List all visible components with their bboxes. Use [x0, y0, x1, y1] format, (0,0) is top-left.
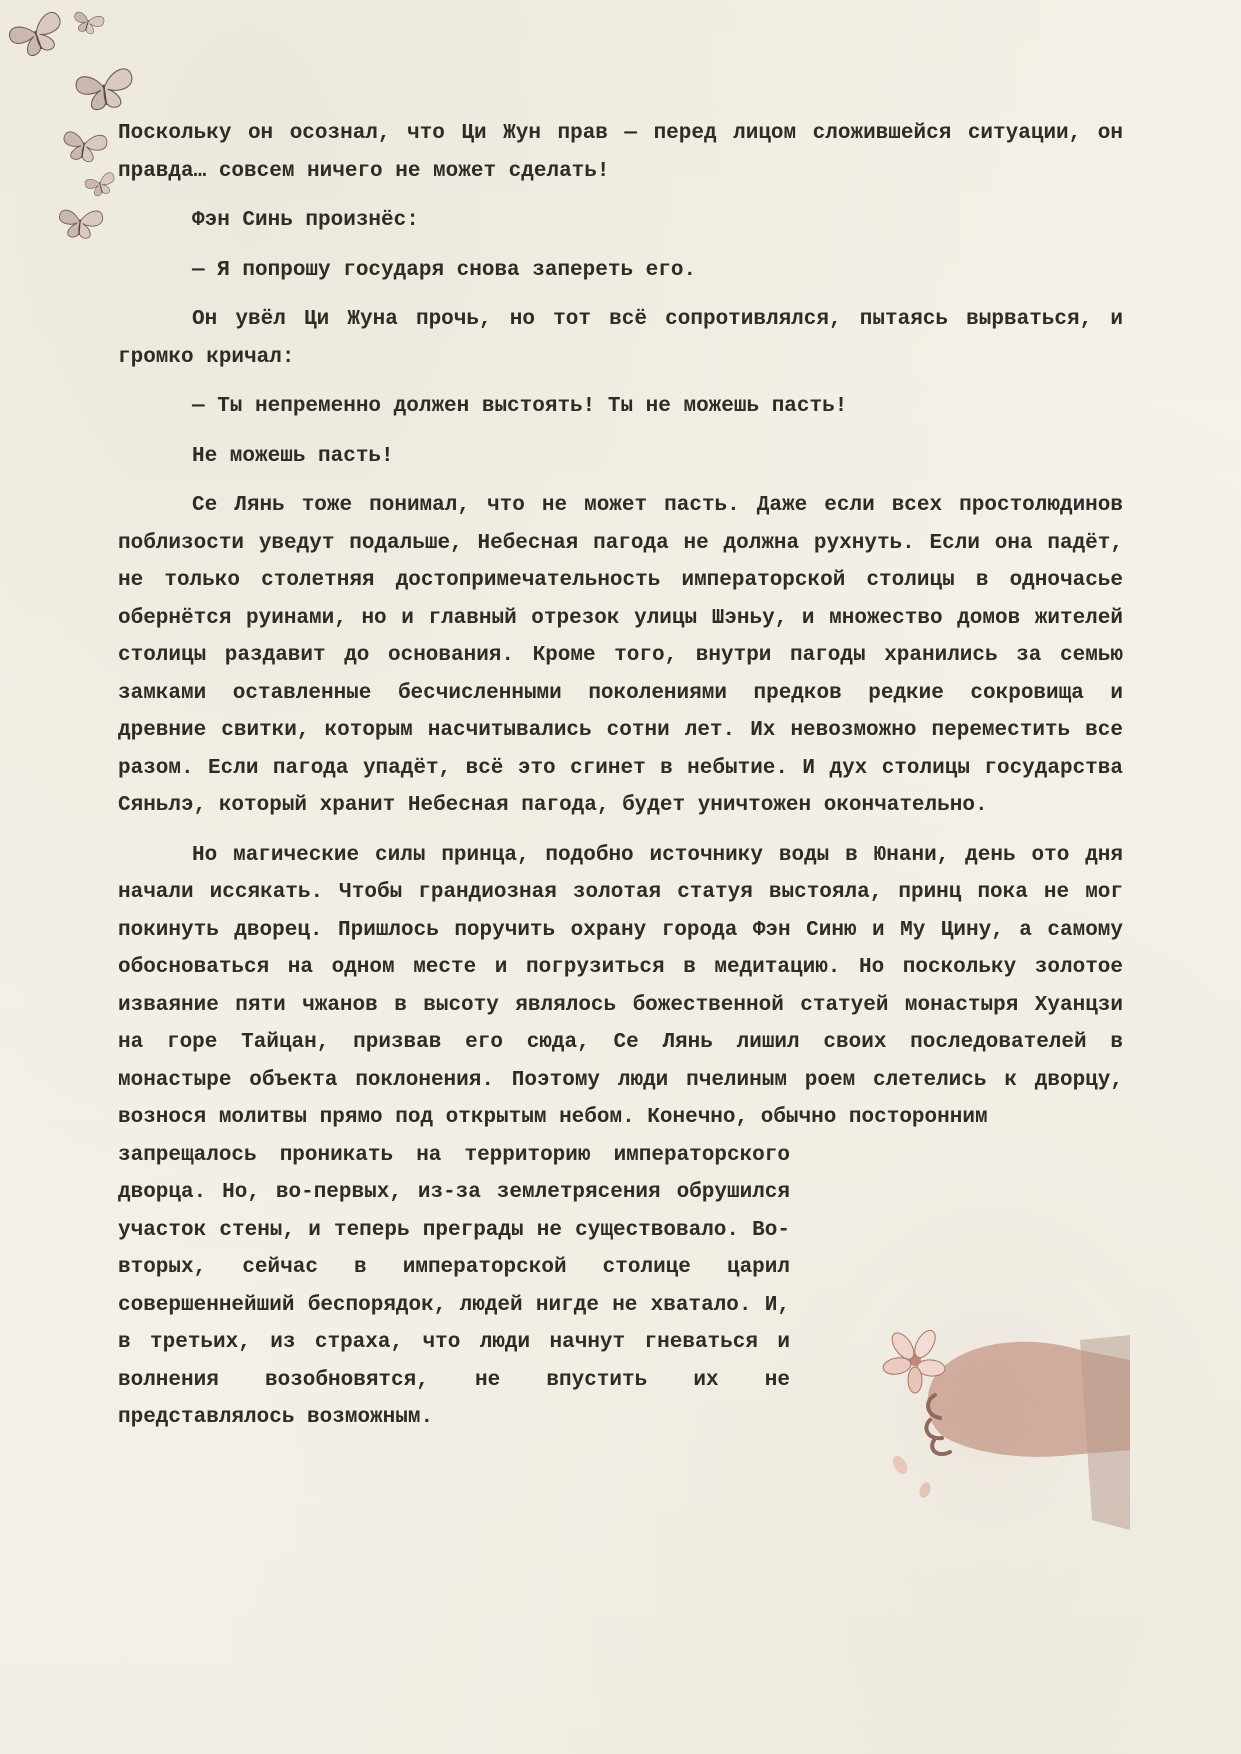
- butterfly-icon: [71, 10, 105, 37]
- butterfly-icon: [61, 129, 108, 164]
- paragraph: — Ты непременно должен выстоять! Ты не можешь пасть!: [192, 395, 848, 418]
- paragraph: Фэн Синь произнёс:: [192, 209, 419, 232]
- paragraph: Но магические силы принца, подобно источнику воды в Юнани, день ото дня начали иссякать. Чтобы грандиозная золотая статуя выстояла, принц пока не мог покинуть дворец. Пришлось поручить охрану города Фэн Синю и Му Цину, а самому обосноваться на одном месте и погрузиться в медитацию. Но поскольку золотое изваяние пяти чжанов в высоту являлось божественной статуей монастыря Хуанцзи на горе Тайцан, призвав его сюда, Се Лянь лишил своих последователей в монастыре объекта поклонения. Поэтому люди пчелиным роем слетелись к дворцу, вознося молитвы прямо под открытым небом. Конечно, обычно посторонним: [118, 843, 1123, 1129]
- paragraph: запрещалось проникать на территорию императорского дворца. Но, во-первых, из-за землетрясения обрушился участок стены, и теперь преграды не существовало. Во-вторых, сейчас в императорской столице царил совершеннейший беспорядок, людей нигде не хватало. И, в третьих, из страха, что люди начнут гневаться и волнения возобновятся, не впустить их не представлялось возможным.: [118, 1143, 790, 1429]
- paragraph: — Я попрошу государя снова запереть его.: [192, 258, 697, 282]
- paragraph: Не можешь пасть!: [192, 444, 394, 468]
- paragraph: Се Лянь тоже понимал, что не может пасть. Даже если всех простолюдинов поблизости уведут подальше, Небесная пагода не должна рухнуть. Если она падёт, не только столетняя достопримечательность императорской столицы в одночасье обернётся руинами, но и главный отрезок улицы Шэньу, и множество домов жителей столицы раздавит до основания. Кроме того, внутри пагоды хранились за семью замками оставленные бесчисленными поколениями предков редкие сокровища и древние свитки, которым насчитывались сотни лет. Их невозможно переместить все разом. Если пагода упадёт, всё это сгинет в небытие. И дух столицы государства Сяньлэ, который хранит Небесная пагода, будет уничтожен окончательно.: [118, 494, 1123, 817]
- paragraph: Поскольку он осознал, что Ци Жун прав — перед лицом сложившейся ситуации, он правда… совсем ничего не может сделать!: [118, 122, 1123, 183]
- hand-holding-flower-icon: [830, 1280, 1140, 1610]
- butterfly-icon: [75, 68, 136, 112]
- butterfly-icon: [84, 172, 118, 199]
- paragraph: Он увёл Ци Жуна прочь, но тот всё сопротивлялся, пытаясь вырваться, и громко кричал:: [118, 308, 1123, 369]
- document-body: [118, 115, 1123, 1449]
- butterfly-icon: [58, 208, 103, 240]
- butterfly-icon: [7, 10, 69, 61]
